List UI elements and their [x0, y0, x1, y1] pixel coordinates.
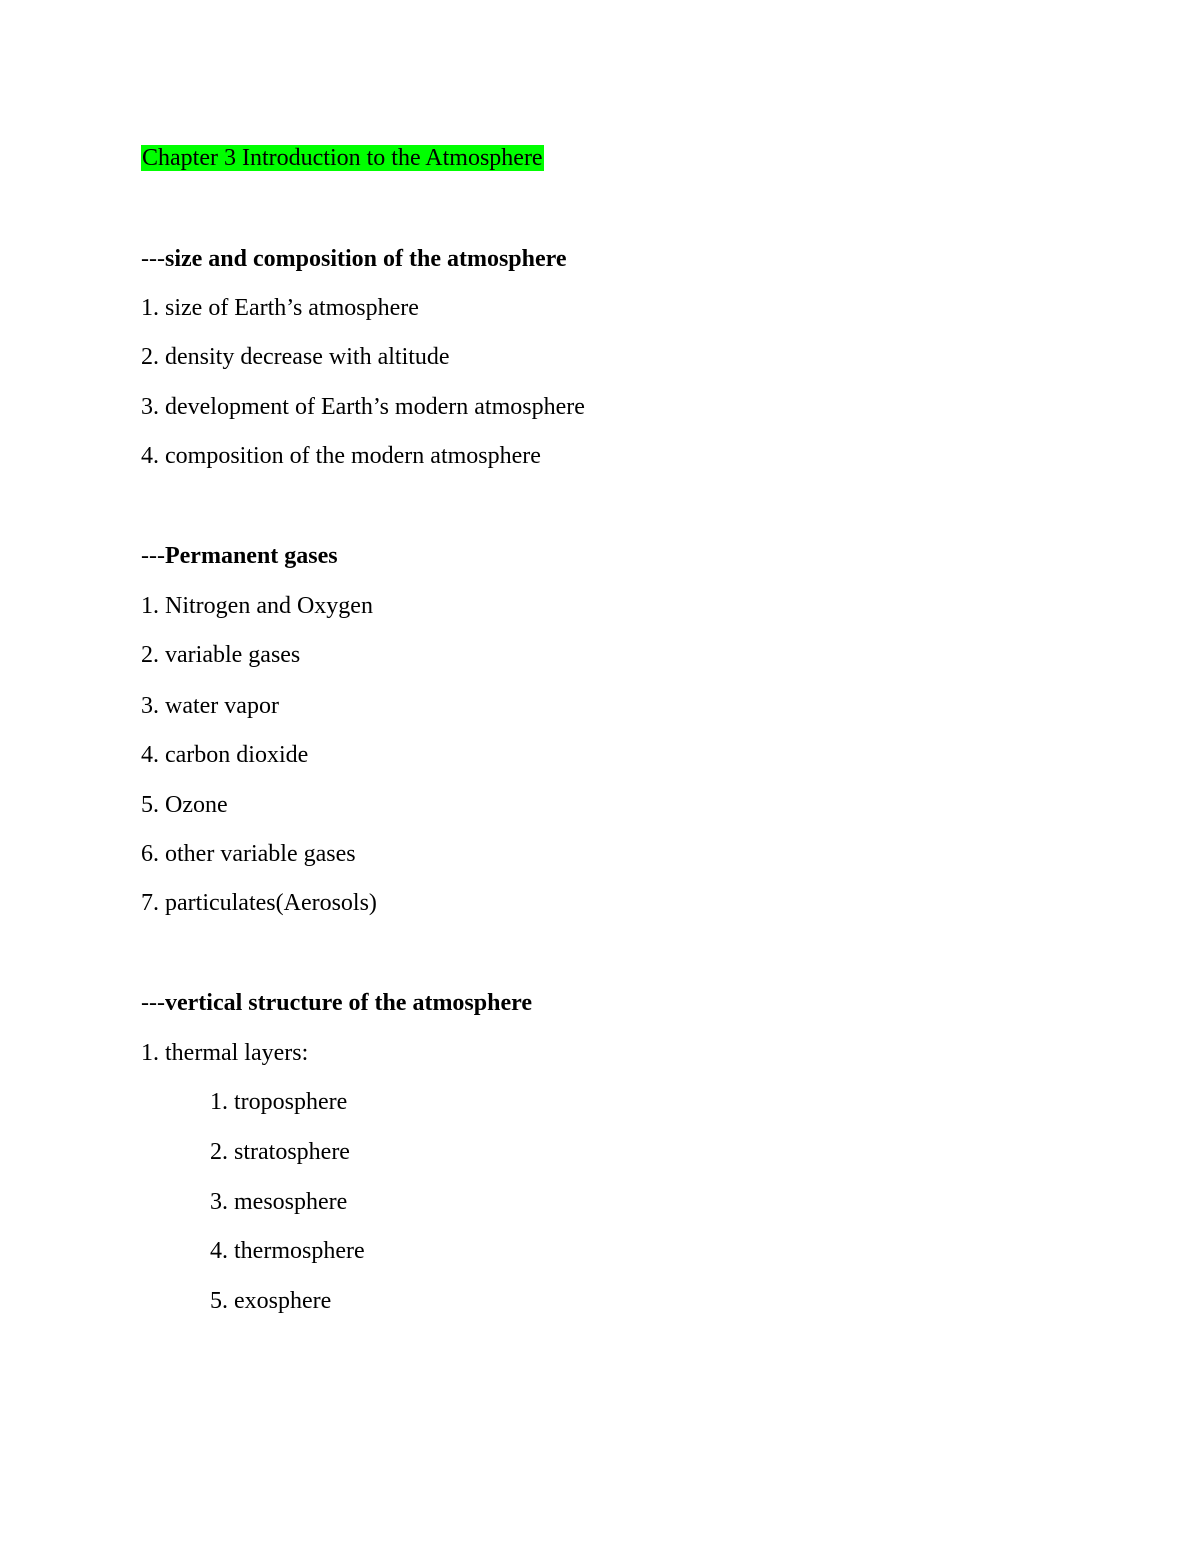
list-item: 7. particulates(Aerosols): [141, 890, 377, 916]
list-item: 2. density decrease with altitude: [141, 344, 450, 370]
list-item: 1. size of Earth’s atmosphere: [141, 295, 419, 321]
section-prefix: ---: [141, 543, 165, 569]
sub-list-item: 1. troposphere: [210, 1089, 348, 1115]
section-prefix: ---: [141, 990, 165, 1016]
section-heading-text: Permanent gases: [164, 543, 338, 569]
list-item: 1. thermal layers:: [141, 1040, 309, 1066]
list-item: 4. composition of the modern atmosphere: [141, 443, 541, 469]
list-item: 2. variable gases: [141, 642, 301, 668]
chapter-title: Chapter 3 Introduction to the Atmosphere: [142, 145, 543, 171]
sub-list-item: 5. exosphere: [210, 1288, 332, 1314]
list-item: 3. development of Earth’s modern atmosphere: [141, 394, 585, 420]
section-heading-vertical-structure: [141, 988, 532, 1018]
list-item: 1. Nitrogen and Oxygen: [141, 593, 373, 619]
list-item: 6. other variable gases: [141, 841, 356, 867]
section-heading-size-composition: [141, 244, 567, 274]
sub-list-item: 4. thermosphere: [210, 1238, 365, 1264]
section-heading-permanent-gases: [141, 541, 338, 571]
sub-list-item: 2. stratosphere: [210, 1139, 350, 1165]
chapter-title-line: [141, 143, 544, 173]
list-item: 3. water vapor: [141, 693, 279, 719]
section-heading-text: size and composition of the atmosphere: [164, 246, 567, 272]
list-item: 5. Ozone: [141, 792, 228, 818]
section-heading-text: vertical structure of the atmosphere: [164, 990, 532, 1016]
sub-list-item: 3. mesosphere: [210, 1189, 348, 1215]
section-prefix: ---: [141, 246, 165, 272]
list-item: 4. carbon dioxide: [141, 742, 309, 768]
